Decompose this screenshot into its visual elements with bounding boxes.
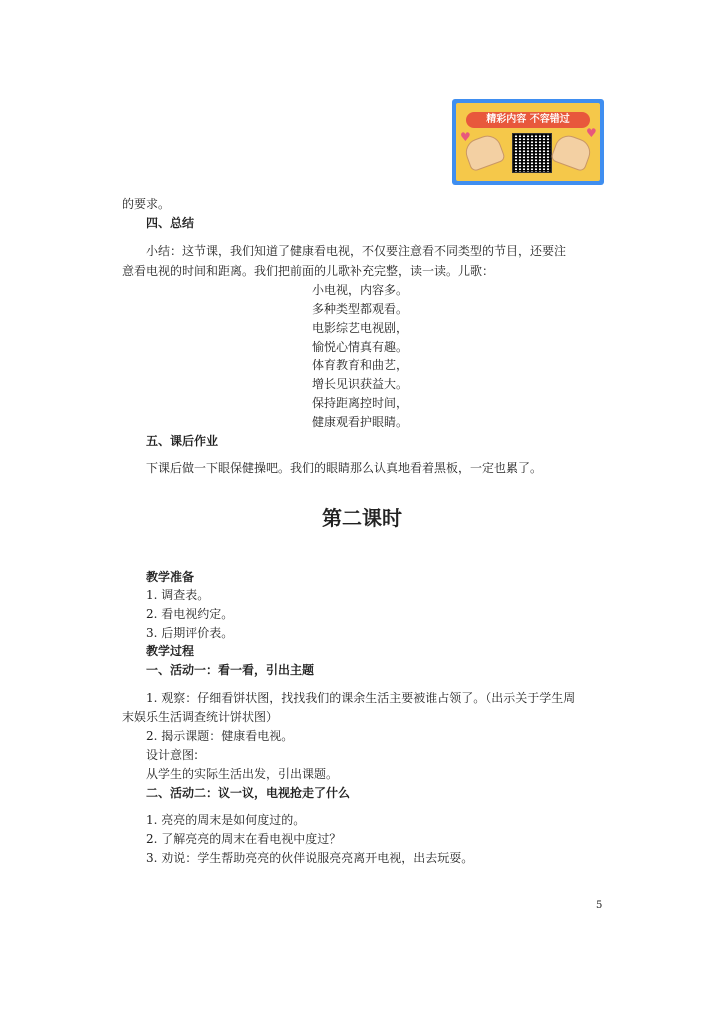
section-heading: 一、活动一：看一看，引出主题: [146, 663, 315, 677]
poem-line: 电影综艺电视剧，: [312, 321, 409, 335]
heart-icon: ♥: [460, 130, 471, 144]
poem-line: 小电视，内容多。: [312, 283, 409, 297]
paragraph-line: 2. 揭示课题：健康看电视。: [146, 729, 294, 743]
paragraph-line: 意看电视的时间和距离。我们把前面的儿歌补充完整，读一读。儿歌：: [122, 264, 495, 278]
list-item: 2. 了解亮亮的周末在看电视中度过？: [146, 832, 342, 846]
design-intent-text: 从学生的实际生活出发，引出课题。: [146, 767, 339, 781]
page-title: 第二课时: [322, 506, 402, 530]
list-item: 2. 看电视约定。: [146, 607, 234, 621]
poem-line: 体育教育和曲艺，: [312, 358, 409, 372]
section-heading: 四、总结: [146, 216, 195, 230]
paragraph-line: 末娱乐生活调查统计饼状图）: [122, 710, 279, 724]
promo-banner[interactable]: [452, 99, 604, 185]
poem-line: 增长见识获益大。: [312, 377, 409, 391]
poem-line: 多种类型都观看。: [312, 302, 409, 316]
section-heading: 教学过程: [146, 644, 195, 658]
page-number: 5: [596, 900, 603, 911]
poem-line: 保持距离控时间，: [312, 396, 409, 410]
list-item: 1. 亮亮的周末是如何度过的。: [146, 813, 306, 827]
poem-line: 愉悦心情真有趣。: [312, 340, 409, 354]
section-heading: 二、活动二：议一议，电视抢走了什么: [146, 786, 351, 800]
list-item: 1. 调查表。: [146, 588, 210, 602]
paragraph-line: 小结：这节课，我们知道了健康看电视，不仅要注意看不同类型的节目，还要注: [146, 244, 567, 258]
paragraph-line: 1. 观察：仔细看饼状图，找找我们的课余生活主要被谁占领了。（出示关于学生周: [146, 691, 576, 705]
heart-icon: ♥: [586, 126, 597, 140]
paragraph-line: 下课后做一下眼保健操吧。我们的眼睛那么认真地看着黑板，一定也累了。: [146, 461, 543, 475]
qr-code-icon[interactable]: [512, 133, 552, 173]
section-heading: 五、课后作业: [146, 434, 219, 448]
promo-banner-text: 精彩内容 不容错过: [466, 112, 590, 128]
text-line: 的要求。: [122, 197, 171, 211]
promo-banner-inner: [456, 103, 600, 181]
list-item: 3. 劝说：学生帮助亮亮的伙伴说服亮亮离开电视，出去玩耍。: [146, 851, 474, 865]
list-item: 3. 后期评价表。: [146, 626, 234, 640]
section-heading: 教学准备: [146, 570, 195, 584]
poem-line: 健康观看护眼睛。: [312, 415, 409, 429]
design-intent-heading: 设计意图:: [146, 748, 199, 762]
